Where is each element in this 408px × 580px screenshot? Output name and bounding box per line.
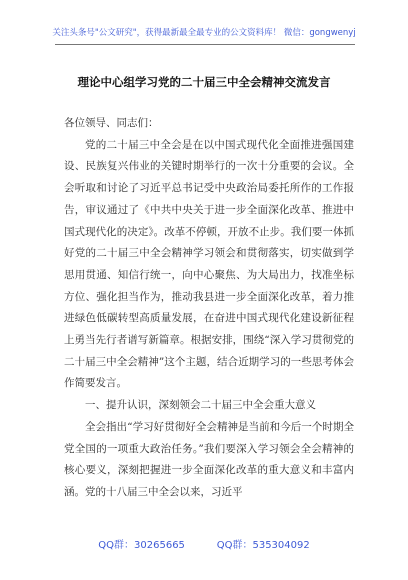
- document-body: [64, 113, 354, 504]
- qq-label-1: QQ群：: [98, 540, 135, 551]
- paragraph-intro: 党的二十届三中全会是在以中国式现代化全面推进强国建设、民族复兴伟业的关键时期举行的一次十分重要的会议。全会听取和讨论了习近平总书记受中央政治局委托所作的工作报告，审议通过了《中共中央关于进一步全面深化改革、推进中国式现代化的决定》。改革不停顿，开放不止步。我们要一体抓好党的二十届三中全会精神学习领会和贯彻落实，切实做到学思用贯通、知信行统一，向中心聚焦、为大局出力，找准坐标方位、强化担当作为，推动我县进一步全面深化改革，着力推进绿色低碳转型高质量发展，在奋进中国式现代化建设新征程上勇当先行者谱写新篇章。根据安排，围绕“深入学习贯彻党的二十届三中全会精神”这个主题，结合近期学习的一些思考体会作简要发言。: [64, 138, 354, 390]
- header-note: 关注头条号"公文研究"，获得最新最全最专业的公文资料库！ 微信：gongwenyj: [52, 28, 356, 38]
- paragraph-section-1: 全会指出“学习好贯彻好全会精神是当前和今后一个时期全党全国的一项重大政治任务。”我们要深入学习领会全会精神的核心要义，深刻把握进一步全面深化改革的重大意义和丰富内涵。党的十八届三中全会以来，习近平: [64, 420, 354, 498]
- salutation: 各位领导、同志们：: [64, 117, 159, 129]
- header-divider: [55, 44, 355, 45]
- qq-number-2: 535304092: [252, 540, 310, 551]
- section-heading-1: 一、提升认识，深刻领会二十届三中全会重大意义: [85, 399, 316, 412]
- footer-contact: [0, 536, 408, 551]
- document-title: 理论中心组学习党的二十届三中全会精神交流发言: [77, 75, 331, 89]
- qq-number-1: 30265665: [134, 540, 185, 551]
- qq-label-2: QQ群：: [216, 540, 253, 551]
